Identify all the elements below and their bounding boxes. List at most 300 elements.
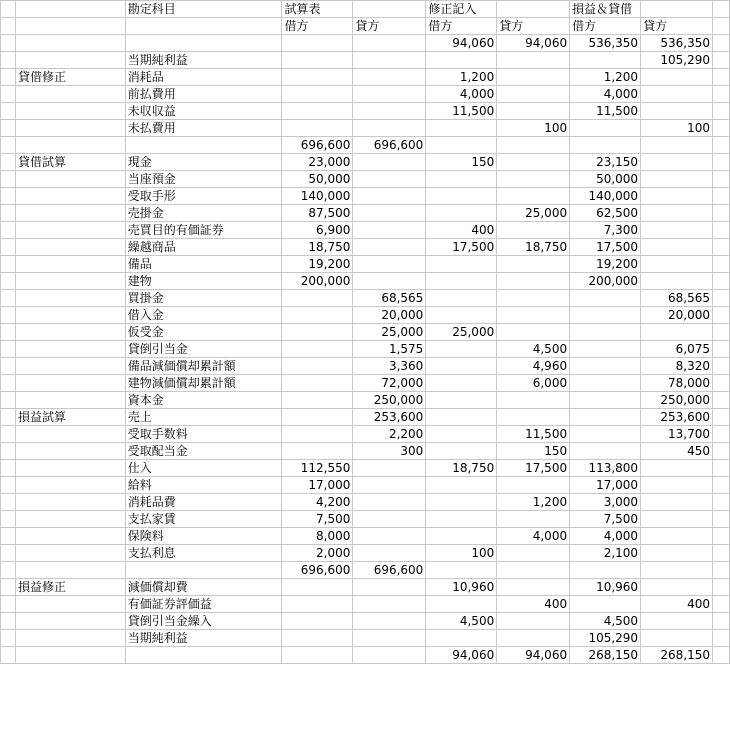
cell-fs-c[interactable] [641,256,713,273]
account-name[interactable]: 保険料 [125,528,282,545]
cell-fs-c[interactable]: 250,000 [641,392,713,409]
cell-fs-c[interactable]: 20,000 [641,307,713,324]
cell-fs-c[interactable] [641,205,713,222]
header-debit[interactable]: 借方 [282,18,353,35]
account-name[interactable]: 減価償却費 [125,579,282,596]
cell-fs-c[interactable] [641,324,713,341]
cell-tb-c[interactable] [353,35,426,52]
section-label[interactable]: 貸借試算 [15,154,125,171]
cell-fs-d[interactable]: 4,000 [570,528,641,545]
cell-adj-c[interactable]: 18,750 [497,239,570,256]
cell-tb-c[interactable]: 696,600 [353,137,426,154]
cell-adj-d[interactable] [426,256,497,273]
cell-tb-c[interactable] [353,154,426,171]
cell-fs-d[interactable] [570,392,641,409]
cell-adj-d[interactable]: 4,500 [426,613,497,630]
cell-tb-c[interactable]: 2,200 [353,426,426,443]
account-name[interactable]: 支払利息 [125,545,282,562]
cell-tb-c[interactable] [353,647,426,664]
cell-adj-d[interactable]: 1,200 [426,69,497,86]
cell-fs-c[interactable]: 100 [641,120,713,137]
cell-adj-c[interactable]: 6,000 [497,375,570,392]
cell-tb-d[interactable] [282,290,353,307]
cell-adj-c[interactable]: 94,060 [497,35,570,52]
header-debit[interactable]: 借方 [570,18,641,35]
cell-adj-c[interactable] [497,409,570,426]
cell-fs-c[interactable]: 105,290 [641,52,713,69]
cell-fs-d[interactable] [570,596,641,613]
section-label[interactable] [15,528,125,545]
cell-tb-c[interactable] [353,579,426,596]
cell-tb-d[interactable]: 19,200 [282,256,353,273]
section-label[interactable] [15,205,125,222]
cell-adj-d[interactable] [426,630,497,647]
cell-adj-c[interactable] [497,630,570,647]
cell-fs-d[interactable]: 4,000 [570,86,641,103]
cell-adj-d[interactable]: 11,500 [426,103,497,120]
account-name[interactable]: 受取手数料 [125,426,282,443]
section-label[interactable] [15,562,125,579]
cell-adj-c[interactable] [497,103,570,120]
cell-fs-d[interactable]: 50,000 [570,171,641,188]
cell-fs-c[interactable]: 78,000 [641,375,713,392]
section-label[interactable] [15,273,125,290]
cell-tb-d[interactable]: 200,000 [282,273,353,290]
section-label[interactable] [15,120,125,137]
cell-fs-d[interactable]: 19,200 [570,256,641,273]
cell-fs-c[interactable]: 268,150 [641,647,713,664]
cell-fs-d[interactable]: 62,500 [570,205,641,222]
cell-tb-c[interactable]: 696,600 [353,562,426,579]
account-name[interactable]: 備品 [125,256,282,273]
cell-adj-d[interactable] [426,120,497,137]
cell-adj-c[interactable]: 94,060 [497,647,570,664]
cell-fs-c[interactable] [641,273,713,290]
cell-adj-d[interactable] [426,494,497,511]
cell-fs-c[interactable] [641,222,713,239]
account-name[interactable]: 仕入 [125,460,282,477]
cell-tb-c[interactable] [353,511,426,528]
section-label[interactable]: 貸借修正 [15,69,125,86]
cell-tb-c[interactable] [353,188,426,205]
cell-tb-c[interactable] [353,528,426,545]
section-label[interactable] [15,256,125,273]
cell-tb-c[interactable] [353,596,426,613]
cell-fs-d[interactable]: 200,000 [570,273,641,290]
cell-tb-c[interactable] [353,494,426,511]
account-name[interactable]: 現金 [125,154,282,171]
cell-tb-d[interactable]: 23,000 [282,154,353,171]
section-label[interactable] [15,596,125,613]
section-label[interactable] [15,103,125,120]
cell-adj-d[interactable] [426,52,497,69]
cell-tb-c[interactable] [353,613,426,630]
cell-fs-d[interactable] [570,290,641,307]
cell-tb-d[interactable]: 696,600 [282,137,353,154]
cell-adj-c[interactable]: 4,960 [497,358,570,375]
account-name[interactable]: 消耗品 [125,69,282,86]
cell-adj-c[interactable] [497,613,570,630]
cell-fs-d[interactable]: 7,300 [570,222,641,239]
account-name[interactable]: 仮受金 [125,324,282,341]
cell-adj-d[interactable]: 18,750 [426,460,497,477]
cell-adj-d[interactable] [426,171,497,188]
cell-tb-d[interactable]: 112,550 [282,460,353,477]
cell-fs-c[interactable] [641,562,713,579]
header-credit[interactable]: 貸方 [353,18,426,35]
account-name[interactable]: 当座預金 [125,171,282,188]
section-label[interactable] [15,137,125,154]
account-name[interactable] [125,647,282,664]
cell-tb-d[interactable]: 140,000 [282,188,353,205]
section-label[interactable] [15,494,125,511]
cell-tb-d[interactable]: 50,000 [282,171,353,188]
cell-fs-c[interactable] [641,579,713,596]
cell-tb-d[interactable] [282,392,353,409]
section-label[interactable]: 損益試算 [15,409,125,426]
cell-tb-c[interactable] [353,273,426,290]
cell-fs-c[interactable] [641,171,713,188]
cell-tb-c[interactable] [353,460,426,477]
cell-tb-d[interactable] [282,324,353,341]
cell-adj-d[interactable] [426,409,497,426]
section-label[interactable] [15,460,125,477]
header-adjustments[interactable]: 修正記入 [426,1,497,18]
cell-fs-d[interactable]: 2,100 [570,545,641,562]
section-label[interactable] [15,426,125,443]
cell-fs-d[interactable] [570,443,641,460]
cell-tb-d[interactable]: 696,600 [282,562,353,579]
cell-tb-c[interactable] [353,477,426,494]
cell-tb-c[interactable]: 1,575 [353,341,426,358]
cell-adj-c[interactable] [497,477,570,494]
section-label[interactable] [15,392,125,409]
cell-adj-c[interactable] [497,222,570,239]
cell-fs-c[interactable] [641,460,713,477]
cell-adj-d[interactable] [426,443,497,460]
section-label[interactable] [15,307,125,324]
cell-adj-c[interactable] [497,86,570,103]
section-label[interactable] [15,358,125,375]
cell-fs-c[interactable] [641,154,713,171]
cell-tb-d[interactable] [282,443,353,460]
cell-tb-c[interactable]: 300 [353,443,426,460]
cell-fs-c[interactable] [641,137,713,154]
cell-tb-d[interactable] [282,579,353,596]
section-label[interactable] [15,545,125,562]
cell-adj-c[interactable] [497,256,570,273]
account-name[interactable]: 消耗品費 [125,494,282,511]
section-label[interactable]: 損益修正 [15,579,125,596]
cell-tb-c[interactable]: 68,565 [353,290,426,307]
cell-fs-d[interactable]: 140,000 [570,188,641,205]
account-name[interactable]: 当期純利益 [125,630,282,647]
cell-adj-d[interactable]: 25,000 [426,324,497,341]
cell-adj-d[interactable] [426,426,497,443]
account-name[interactable]: 建物 [125,273,282,290]
cell-tb-c[interactable]: 20,000 [353,307,426,324]
cell-fs-c[interactable]: 450 [641,443,713,460]
cell-adj-d[interactable] [426,273,497,290]
cell-adj-d[interactable] [426,358,497,375]
cell-adj-c[interactable] [497,579,570,596]
cell-fs-d[interactable] [570,358,641,375]
cell-tb-c[interactable] [353,171,426,188]
cell-tb-d[interactable] [282,103,353,120]
account-name[interactable] [125,35,282,52]
cell-fs-d[interactable] [570,426,641,443]
cell-fs-c[interactable]: 68,565 [641,290,713,307]
account-name[interactable]: 貸倒引当金繰入 [125,613,282,630]
cell-tb-c[interactable] [353,256,426,273]
cell-fs-d[interactable] [570,409,641,426]
header-credit[interactable]: 貸方 [641,18,713,35]
cell-fs-d[interactable] [570,562,641,579]
cell-adj-d[interactable]: 10,960 [426,579,497,596]
cell-fs-c[interactable] [641,494,713,511]
cell-fs-d[interactable]: 10,960 [570,579,641,596]
cell-tb-d[interactable]: 8,000 [282,528,353,545]
cell-fs-d[interactable]: 105,290 [570,630,641,647]
account-name[interactable]: 繰越商品 [125,239,282,256]
cell-adj-d[interactable]: 17,500 [426,239,497,256]
cell-adj-c[interactable]: 4,000 [497,528,570,545]
header-pl-bs[interactable]: 損益＆貸借 [570,1,641,18]
account-name[interactable]: 受取手形 [125,188,282,205]
section-label[interactable] [15,324,125,341]
cell-adj-d[interactable] [426,375,497,392]
cell-tb-d[interactable]: 17,000 [282,477,353,494]
cell-adj-d[interactable]: 4,000 [426,86,497,103]
cell-fs-c[interactable] [641,545,713,562]
cell-adj-d[interactable] [426,290,497,307]
cell-fs-d[interactable]: 4,500 [570,613,641,630]
account-name[interactable] [125,562,282,579]
cell-adj-d[interactable] [426,392,497,409]
account-name[interactable]: 資本金 [125,392,282,409]
account-name[interactable] [125,137,282,154]
account-name[interactable]: 有価証券評価益 [125,596,282,613]
cell-tb-c[interactable] [353,69,426,86]
cell-fs-c[interactable]: 253,600 [641,409,713,426]
account-name[interactable]: 買掛金 [125,290,282,307]
cell-fs-d[interactable]: 113,800 [570,460,641,477]
cell-fs-c[interactable] [641,103,713,120]
section-label[interactable] [15,613,125,630]
account-name[interactable]: 受取配当金 [125,443,282,460]
section-label[interactable] [15,477,125,494]
cell-fs-d[interactable]: 7,500 [570,511,641,528]
cell-adj-d[interactable]: 94,060 [426,35,497,52]
cell-tb-d[interactable] [282,630,353,647]
cell-fs-d[interactable]: 536,350 [570,35,641,52]
account-name[interactable]: 借入金 [125,307,282,324]
cell-tb-c[interactable] [353,52,426,69]
cell-fs-c[interactable] [641,239,713,256]
cell-adj-c[interactable] [497,545,570,562]
cell-fs-c[interactable] [641,188,713,205]
cell-tb-c[interactable] [353,103,426,120]
cell-adj-c[interactable] [497,307,570,324]
account-name[interactable]: 売上 [125,409,282,426]
cell-adj-c[interactable]: 100 [497,120,570,137]
cell-adj-c[interactable] [497,511,570,528]
cell-adj-d[interactable]: 400 [426,222,497,239]
account-name[interactable]: 備品減価償却累計額 [125,358,282,375]
cell-fs-d[interactable]: 268,150 [570,647,641,664]
cell-tb-d[interactable] [282,307,353,324]
account-name[interactable]: 売掛金 [125,205,282,222]
cell-tb-d[interactable] [282,341,353,358]
section-label[interactable] [15,341,125,358]
account-name[interactable]: 支払家賃 [125,511,282,528]
cell-tb-c[interactable]: 3,360 [353,358,426,375]
cell-adj-c[interactable] [497,324,570,341]
cell-tb-d[interactable] [282,35,353,52]
cell-fs-d[interactable]: 1,200 [570,69,641,86]
cell-fs-c[interactable] [641,69,713,86]
cell-tb-c[interactable] [353,120,426,137]
cell-fs-d[interactable]: 17,500 [570,239,641,256]
header-credit[interactable]: 貸方 [497,18,570,35]
cell-adj-c[interactable]: 17,500 [497,460,570,477]
cell-adj-d[interactable]: 94,060 [426,647,497,664]
cell-tb-d[interactable]: 7,500 [282,511,353,528]
cell-fs-d[interactable] [570,137,641,154]
account-name[interactable]: 売買目的有価証券 [125,222,282,239]
cell-fs-d[interactable] [570,120,641,137]
cell-tb-d[interactable]: 2,000 [282,545,353,562]
cell-adj-c[interactable] [497,562,570,579]
cell-adj-c[interactable]: 400 [497,596,570,613]
cell-fs-c[interactable] [641,528,713,545]
cell-tb-c[interactable]: 25,000 [353,324,426,341]
section-label[interactable] [15,511,125,528]
section-label[interactable] [15,239,125,256]
cell-adj-d[interactable] [426,596,497,613]
cell-adj-d[interactable] [426,307,497,324]
section-label[interactable] [15,86,125,103]
cell-fs-d[interactable] [570,375,641,392]
cell-tb-c[interactable]: 250,000 [353,392,426,409]
cell-fs-c[interactable]: 6,075 [641,341,713,358]
cell-tb-c[interactable] [353,545,426,562]
cell-adj-c[interactable] [497,171,570,188]
cell-adj-c[interactable]: 4,500 [497,341,570,358]
cell-fs-c[interactable] [641,613,713,630]
cell-tb-c[interactable]: 72,000 [353,375,426,392]
cell-adj-c[interactable]: 1,200 [497,494,570,511]
header-trial-balance[interactable]: 試算表 [282,1,353,18]
cell-tb-c[interactable] [353,222,426,239]
cell-adj-d[interactable]: 150 [426,154,497,171]
cell-tb-c[interactable] [353,205,426,222]
cell-adj-d[interactable] [426,528,497,545]
cell-tb-d[interactable]: 87,500 [282,205,353,222]
cell-adj-d[interactable] [426,477,497,494]
cell-fs-c[interactable]: 536,350 [641,35,713,52]
cell-tb-d[interactable] [282,647,353,664]
cell-adj-c[interactable] [497,273,570,290]
cell-tb-d[interactable]: 18,750 [282,239,353,256]
account-name[interactable]: 建物減価償却累計額 [125,375,282,392]
cell-adj-c[interactable] [497,52,570,69]
section-label[interactable] [15,188,125,205]
section-label[interactable] [15,35,125,52]
section-label[interactable] [15,290,125,307]
cell-tb-d[interactable] [282,52,353,69]
account-name[interactable]: 未払費用 [125,120,282,137]
cell-fs-c[interactable] [641,511,713,528]
cell-tb-c[interactable] [353,239,426,256]
cell-adj-c[interactable] [497,69,570,86]
section-label[interactable] [15,171,125,188]
cell-fs-d[interactable] [570,341,641,358]
cell-tb-d[interactable] [282,69,353,86]
section-label[interactable] [15,222,125,239]
cell-tb-c[interactable]: 253,600 [353,409,426,426]
cell-tb-d[interactable] [282,613,353,630]
cell-fs-c[interactable] [641,86,713,103]
cell-adj-c[interactable] [497,392,570,409]
cell-fs-d[interactable] [570,324,641,341]
cell-fs-d[interactable]: 11,500 [570,103,641,120]
cell-adj-c[interactable] [497,188,570,205]
cell-adj-c[interactable]: 150 [497,443,570,460]
cell-adj-c[interactable] [497,154,570,171]
cell-fs-c[interactable] [641,630,713,647]
cell-adj-d[interactable] [426,205,497,222]
cell-fs-c[interactable]: 400 [641,596,713,613]
cell-fs-c[interactable]: 13,700 [641,426,713,443]
section-label[interactable] [15,630,125,647]
section-label[interactable] [15,52,125,69]
account-name[interactable]: 貸倒引当金 [125,341,282,358]
section-label[interactable] [15,375,125,392]
cell-tb-d[interactable] [282,120,353,137]
cell-adj-c[interactable] [497,137,570,154]
cell-adj-d[interactable] [426,341,497,358]
cell-adj-c[interactable] [497,290,570,307]
cell-tb-d[interactable] [282,426,353,443]
cell-adj-c[interactable]: 25,000 [497,205,570,222]
cell-fs-d[interactable]: 23,150 [570,154,641,171]
cell-tb-c[interactable] [353,630,426,647]
cell-tb-d[interactable]: 6,900 [282,222,353,239]
cell-fs-d[interactable] [570,52,641,69]
cell-tb-d[interactable] [282,375,353,392]
cell-fs-d[interactable] [570,307,641,324]
cell-adj-c[interactable]: 11,500 [497,426,570,443]
cell-tb-d[interactable] [282,409,353,426]
cell-fs-d[interactable]: 17,000 [570,477,641,494]
account-name[interactable]: 前払費用 [125,86,282,103]
account-name[interactable]: 給料 [125,477,282,494]
cell-tb-d[interactable] [282,86,353,103]
cell-adj-d[interactable] [426,188,497,205]
cell-tb-d[interactable] [282,358,353,375]
header-debit[interactable]: 借方 [426,18,497,35]
cell-fs-d[interactable]: 3,000 [570,494,641,511]
account-name[interactable]: 未収収益 [125,103,282,120]
cell-tb-c[interactable] [353,86,426,103]
cell-adj-d[interactable] [426,511,497,528]
cell-adj-d[interactable]: 100 [426,545,497,562]
cell-adj-d[interactable] [426,137,497,154]
cell-fs-c[interactable]: 8,320 [641,358,713,375]
section-label[interactable] [15,647,125,664]
cell-tb-d[interactable]: 4,200 [282,494,353,511]
